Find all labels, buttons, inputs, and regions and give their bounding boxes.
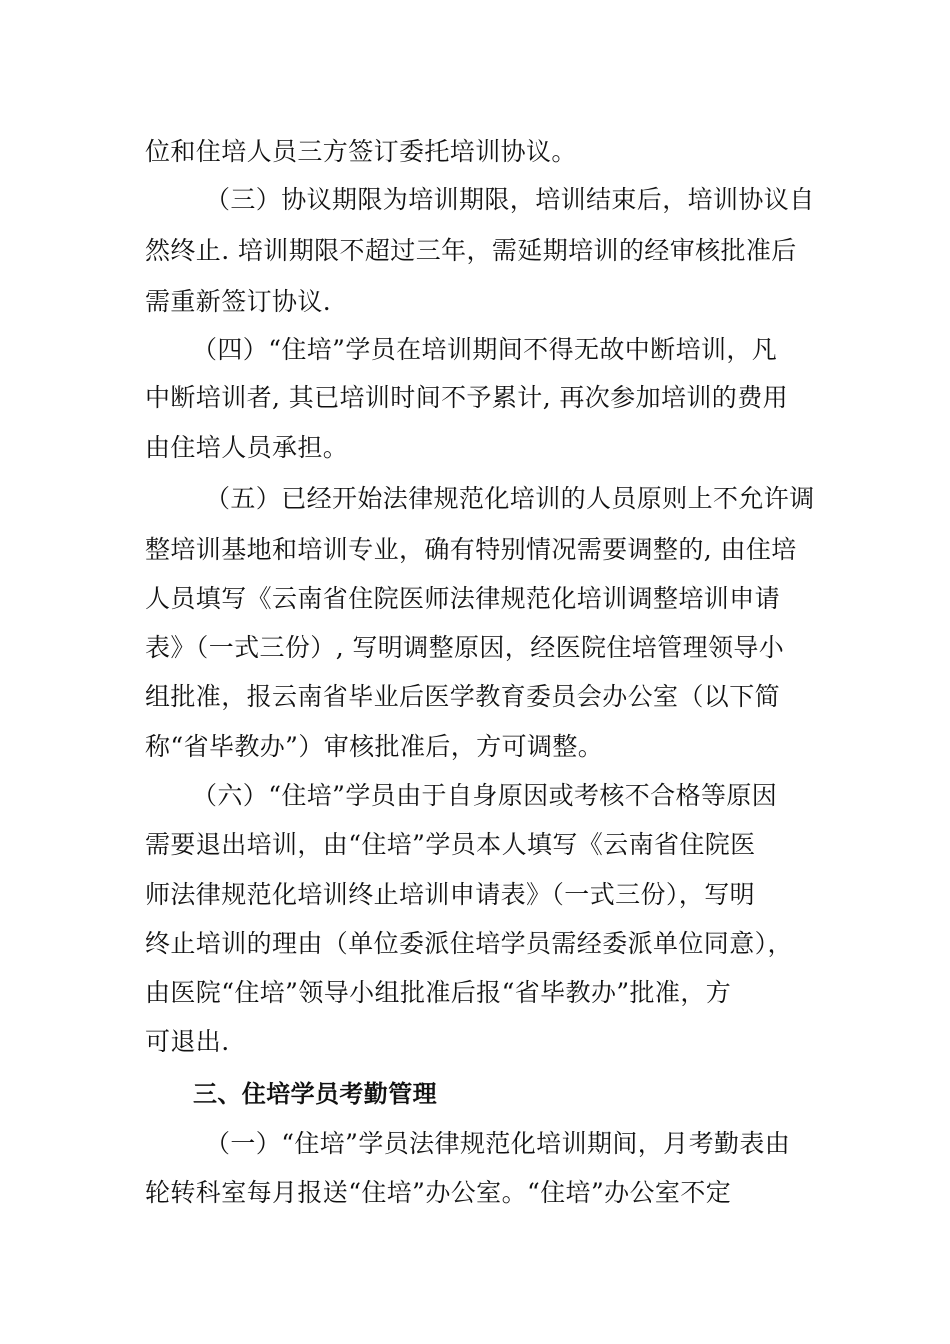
text-line: 需重新签订协议. — [145, 287, 332, 316]
paragraph-1-line-1: （一）“住培”学员法律规范化培训期间，月考勤表由 — [205, 1129, 791, 1158]
text-line: 然终止. 培训期限不超过三年，需延期培训的经审核批准后 — [145, 236, 797, 265]
paragraph-4-line-1: （四）“住培”学员在培训期间不得无故中断培训，凡 — [192, 335, 778, 364]
section-heading: 三、住培学员考勤管理 — [193, 1080, 437, 1108]
text-line: 整培训基地和培训专业，确有特别情况需要调整的, 由住培 — [145, 535, 797, 564]
text-line: 人员填写《云南省住院医师法律规范化培训调整培训申请 — [145, 584, 781, 613]
text-line: 称“省毕教办”）审核批准后，方可调整。 — [145, 732, 604, 761]
text-line: 表》（一式三份）, 写明调整原因，经医院住培管理领导小 — [145, 633, 785, 662]
paragraph-3-line-1: （三）协议期限为培训期限，培训结束后，培训协议自 — [205, 185, 815, 214]
text-line: 需要退出培训，由“住培”学员本人填写《云南省住院医 — [145, 830, 756, 859]
text-line: 由住培人员承担。 — [145, 433, 349, 462]
text-line: 师法律规范化培训终止培训申请表》（一式三份），写明 — [145, 880, 756, 909]
text-line: 终止培训的理由（单位委派住培学员需经委派单位同意）， — [145, 929, 793, 958]
text-line: 可退出. — [145, 1027, 230, 1056]
paragraph-6-line-1: （六）“住培”学员由于自身原因或考核不合格等原因 — [192, 781, 778, 810]
paragraph-5-line-1: （五）已经开始法律规范化培训的人员原则上不允许调 — [205, 484, 815, 513]
text-line: 位和住培人员三方签订委托培训协议。 — [145, 137, 577, 166]
text-line: 轮转科室每月报送“住培”办公室。“住培”办公室不定 — [145, 1178, 732, 1207]
text-line: 组批准，报云南省毕业后医学教育委员会办公室（以下简 — [145, 682, 781, 711]
text-line: 由医院“住培”领导小组批准后报“省毕教办”批准，方 — [145, 978, 732, 1007]
text-line: 中断培训者, 其已培训时间不予累计, 再次参加培训的费用 — [145, 383, 788, 412]
